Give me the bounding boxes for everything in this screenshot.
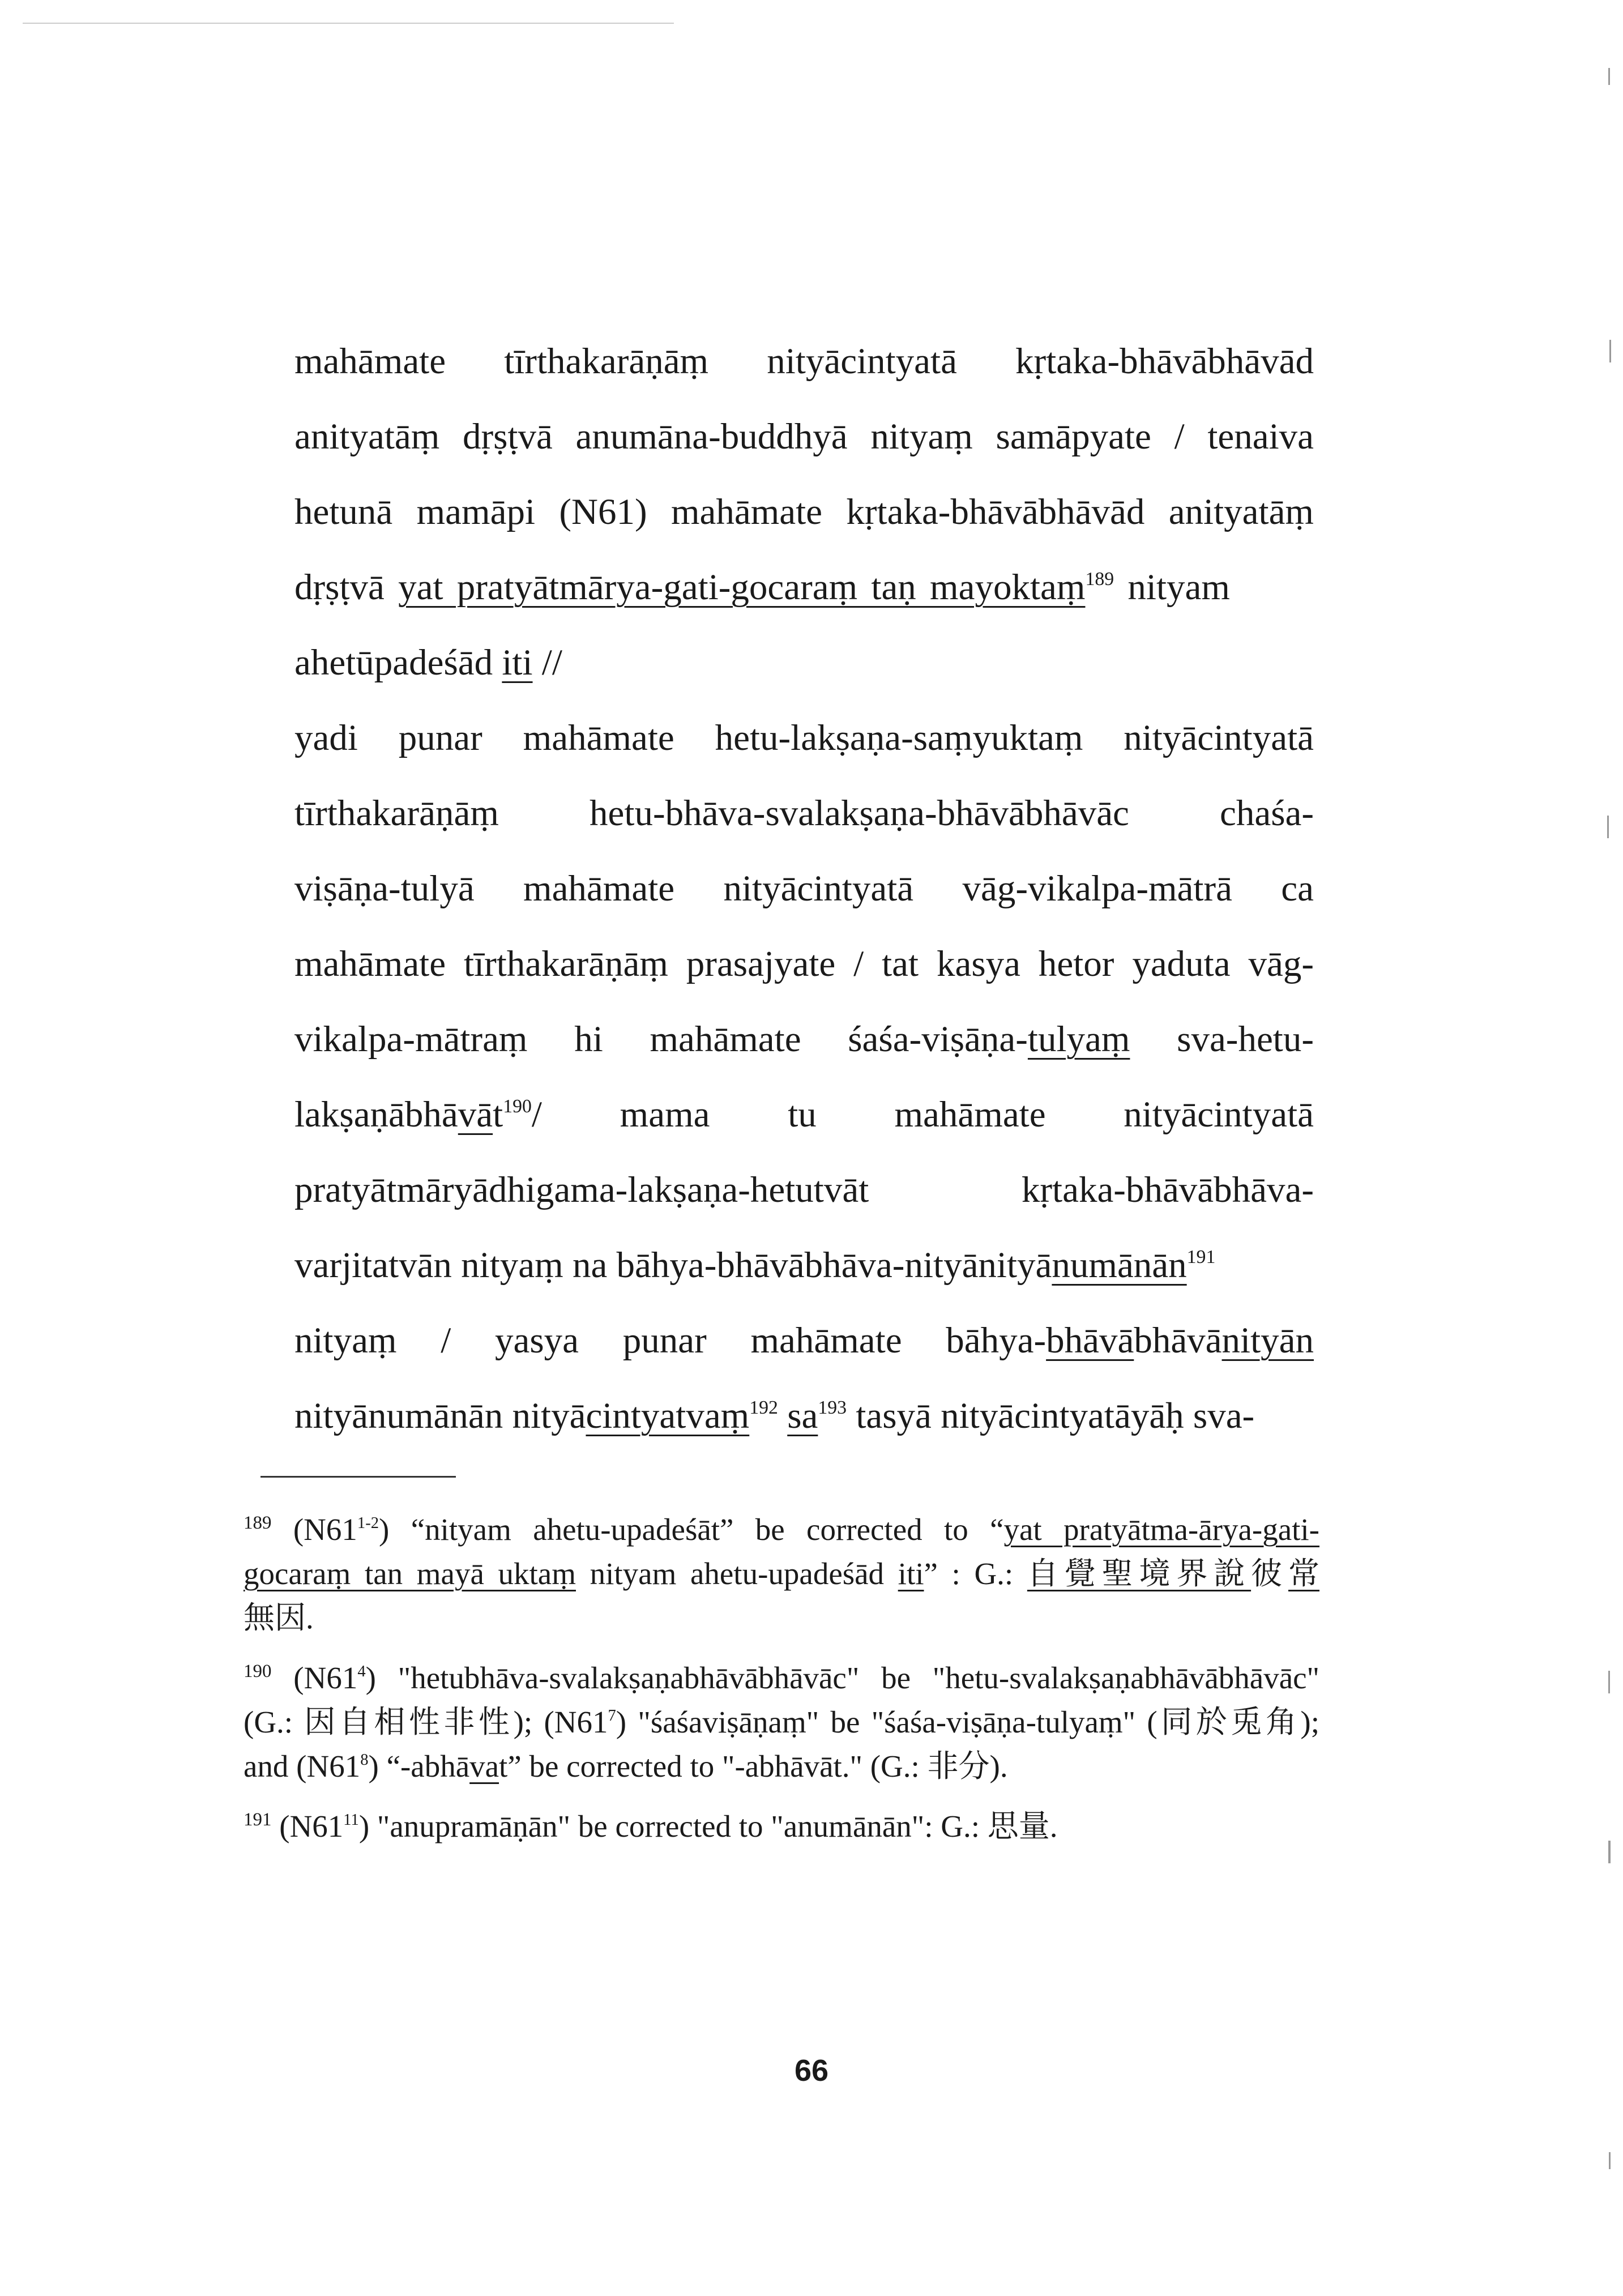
text-line: mahāmate tīrthakarāṇāṃ nityācintyatā kṛtaka-bhāvābhāvād [294, 341, 1314, 382]
text-segment: t” be corrected to "-abhāvāt." (G.: 非分). [499, 1749, 1008, 1783]
underlined-text: iti [898, 1556, 924, 1591]
scan-mark [1608, 1841, 1611, 1863]
footnote-number: 191 [244, 1810, 272, 1830]
underlined-text: gocaraṃ tan mayā uktaṃ [244, 1556, 576, 1591]
footnote-separator [260, 1476, 456, 1478]
text-segment: ahetūpadeśād [294, 642, 493, 683]
footnote-ref: 191 [1186, 1246, 1216, 1268]
underlined-text: 自覺聖境界說 [1027, 1556, 1252, 1591]
underlined-text: tulyaṃ [1027, 1019, 1130, 1060]
text-segment: (N61 [293, 1661, 358, 1695]
text-segment: lakṣaṇābhā [294, 1094, 458, 1135]
footnote-line [244, 1700, 1319, 1744]
footnote-number: 189 [244, 1513, 272, 1534]
text-line: viṣāṇa-tulyā mahāmate nityācintyatā vāg-vikalpa-mātrā ca [294, 868, 1314, 909]
text-segment: ) "hetubhāva-svalakṣaṇabhāvābhāvāc" be "hetu-svalakṣaṇabhāvābhāvāc" [365, 1661, 1319, 1695]
footnote-line: 無因. [244, 1601, 314, 1635]
underlined-text: numānān [1052, 1245, 1187, 1286]
footnote-191 [244, 1804, 1319, 1849]
text-line: tīrthakarāṇāṃ hetu-bhāva-svalakṣaṇa-bhāvābhāvāc chaśa- [294, 793, 1314, 834]
text-segment: dṛṣṭvā [294, 567, 385, 608]
scan-mark [1607, 816, 1609, 838]
underlined-text: yat pratyātma-ārya-gati- [1003, 1512, 1319, 1547]
underlined-text: iti [502, 642, 533, 683]
footnotes [244, 1508, 1319, 1864]
page-number: 66 [794, 2054, 829, 2088]
text-segment: ) “-abhā [368, 1749, 470, 1783]
text-segment: nityānumānān nityā [294, 1395, 586, 1436]
main-text [294, 324, 1314, 1454]
text-line [294, 1228, 1314, 1303]
superscript: 8 [360, 1751, 369, 1769]
footnote-line [244, 1508, 1319, 1552]
footnote-ref: 189 [1085, 568, 1114, 590]
footnote-190 [244, 1656, 1319, 1789]
underlined-text: va [469, 1749, 499, 1783]
text-line [294, 625, 1314, 701]
superscript: 4 [357, 1662, 366, 1680]
scan-mark [1608, 1671, 1610, 1693]
text-segment: / mama tu mahāmate nityācintyatā [531, 1094, 1314, 1135]
underlined-text: bhāvā [1046, 1320, 1134, 1361]
superscript: 11 [343, 1811, 359, 1829]
text-line: yadi punar mahāmate hetu-lakṣaṇa-saṃyuktaṃ nityācintyatā [294, 718, 1314, 758]
footnote-ref: 190 [503, 1095, 532, 1117]
text-line: anityatāṃ dṛṣṭvā anumāna-buddhyā nityaṃ samāpyate / tenaiva [294, 416, 1314, 457]
text-line: hetunā mamāpi (N61) mahāmate kṛtaka-bhāvābhāvād anityatāṃ [294, 492, 1314, 532]
text-line [294, 1303, 1314, 1379]
underlined-text: sa [787, 1395, 818, 1436]
footnote-line [244, 1744, 1319, 1789]
underlined-text: vā [458, 1094, 493, 1135]
text-segment: varjitatvān nityaṃ na bāhya-bhāvābhāva-nityānityā [294, 1245, 1052, 1286]
text-segment: tasyā nityācintyatāyāḥ sva- [856, 1395, 1255, 1436]
text-line [294, 1379, 1314, 1454]
text-segment: (N61 [279, 1809, 344, 1843]
text-segment: and (N61 [244, 1749, 361, 1783]
text-segment: ) "śaśaviṣāṇaṃ" be "śaśa-viṣāṇa-tulyaṃ" (同於兎角); [616, 1705, 1319, 1739]
text-segment: vikalpa-mātraṃ hi mahāmate śaśa-viṣāṇa- [294, 1019, 1028, 1060]
text-line [294, 550, 1314, 625]
text-line [294, 1002, 1314, 1077]
scan-mark [1609, 340, 1611, 362]
text-segment: nityam [1127, 567, 1230, 608]
text-segment: t [493, 1094, 503, 1135]
underlined-text: yat pratyātmārya-gati-gocaraṃ taṇ mayoktaṃ [398, 567, 1086, 608]
text-segment: (N61 [293, 1512, 357, 1547]
underlined-text: nityān [1221, 1320, 1314, 1361]
underlined-text: 常 [1288, 1556, 1319, 1591]
superscript: 1-2 [357, 1514, 379, 1532]
footnote-line [244, 1656, 1319, 1700]
footnote-line [244, 1804, 1319, 1849]
text-line: pratyātmāryādhigama-lakṣaṇa-hetutvāt kṛtaka-bhāvābhāva- [294, 1170, 1314, 1210]
footnote-ref: 192 [749, 1397, 778, 1418]
underlined-text: cintyatvaṃ [586, 1395, 750, 1436]
text-segment: // [541, 642, 562, 683]
text-segment: ) "anupramāṇān" be corrected to "anumānān": G.: 思量. [358, 1809, 1058, 1843]
text-segment: ” : G.: [924, 1556, 1027, 1591]
footnote-ref: 193 [818, 1397, 847, 1418]
footnote-189 [244, 1508, 1319, 1640]
text-segment: (G.: 因自相性非性); (N61 [244, 1705, 608, 1739]
scan-mark [1609, 2152, 1611, 2169]
text-line [294, 1077, 1314, 1153]
footnote-number: 190 [244, 1661, 272, 1682]
scan-mark [23, 23, 674, 24]
text-segment: 彼 [1251, 1556, 1288, 1591]
footnote-line [244, 1552, 1319, 1596]
superscript: 7 [608, 1706, 616, 1725]
text-segment: bhāvā [1134, 1320, 1222, 1361]
text-segment: ) “nityam ahetu-upadeśāt” be corrected to “ [379, 1512, 1004, 1547]
text-segment: sva-hetu- [1177, 1019, 1314, 1060]
scan-mark [1608, 68, 1610, 85]
text-line: mahāmate tīrthakarāṇāṃ prasajyate / tat kasya hetor yaduta vāg- [294, 944, 1314, 984]
text-segment: nityaṃ / yasya punar mahāmate bāhya- [294, 1320, 1047, 1361]
text-segment: nityam ahetu-upadeśād [575, 1556, 898, 1591]
